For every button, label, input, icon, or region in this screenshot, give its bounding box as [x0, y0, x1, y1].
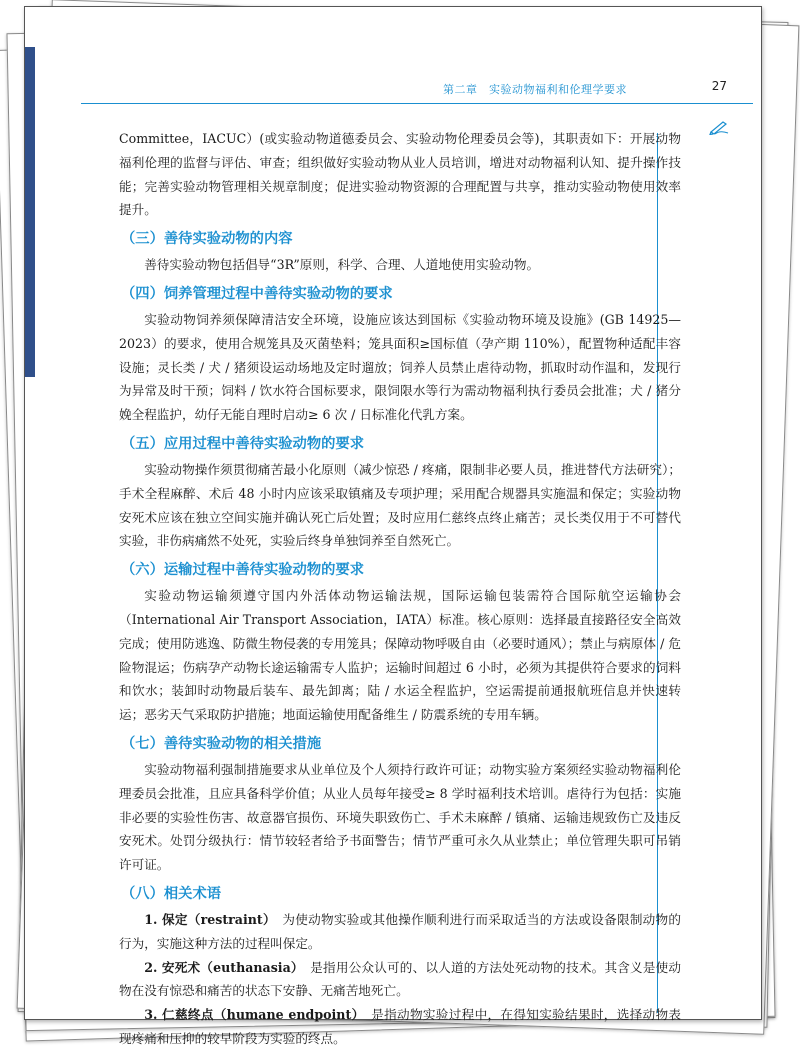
intro-paragraph: Committee，IACUC）(或实验动物道德委员会、实验动物伦理委员会等)，其职责如下：开展动物福利伦理的监督与评估、审查；组织做好实验动物从业人员培训，增进对动物福利认知、提升操作技能；完善实验动物管理相关规章制度；促进实验动物资源的合理配置与共享，推动实验动物使用效率提升。 — [119, 131, 681, 218]
book-page — [24, 6, 762, 1046]
page-spine — [25, 7, 41, 1019]
section-5 — [119, 432, 681, 553]
term-text: 为使动物实验或其他操作顺利进行而采取适当的方法或设备限制动物的行为，实施这种方法的过程叫保定。 — [119, 911, 682, 951]
pen-icon — [709, 119, 729, 135]
running-head: 第二章 实验动物福利和伦理学要求 — [443, 83, 627, 96]
section-4 — [119, 282, 681, 427]
term-text: 是指用公众认可的、以人道的方法处死动物的技术。其含义是使动物在没有惊恐和痛苦的状态下安静、无痛苦地死亡。 — [119, 959, 682, 999]
section-6 — [119, 558, 681, 727]
section-paragraph: 实验动物操作须贯彻痛苦最小化原则（减少惊恐 / 疼痛，限制非必要人员，推进替代方法研究）；手术全程麻醉、术后 48 小时内应该采取镇痛及专项护理；采用配合规器具实施温和保定；实验动物安死术应该在独立空间实施并确认死亡后处置；及时应用仁慈终点终止痛苦；灵长类仅用于不可替代实验，非伤病痛然不处死，实验后终身单独饲养至自然死亡。 — [119, 461, 681, 549]
page-content — [119, 127, 681, 1051]
section-7 — [119, 732, 681, 877]
term-label: 1. 保定（restraint） — [144, 911, 270, 927]
section-heading: （三）善待实验动物的内容 — [121, 231, 293, 248]
section-3 — [119, 227, 681, 277]
term-definition — [119, 956, 681, 1004]
section-heading: （五）应用过程中善待实验动物的要求 — [121, 435, 365, 452]
section-heading: （七）善待实验动物的相关措施 — [121, 735, 322, 752]
section-paragraph: 实验动物饲养须保障清洁安全环境，设施应该达到国标《实验动物环境及设施》(GB 14925—2023）的要求，使用合规笼具及灭菌垫料；笼具面积≥国标值（孕产期 110%），配置物种适配丰容设施；灵长类 / 犬 / 猪须设运动场地及定时遛放；饲养人员禁止虐待动物，抓取时动作温和，发现行为异常及时干预；饲料 / 饮水符合国标要求，限饲限水等行为需动物福利执行委员会批准；犬 / 猪分娩全程监护，幼仔无能自理时启动≥ 6 次 / 日标准化代乳方案。 — [119, 311, 681, 423]
term-text: 是指动物实验过程中，在得知实验结果时，选择动物表现疼痛和压抑的较早阶段为实验的终点。 — [119, 1007, 682, 1046]
term-label: 3. 仁慈终点（humane endpoint） — [144, 1007, 359, 1023]
section-8 — [119, 882, 681, 1051]
section-paragraph: 实验动物福利强制措施要求从业单位及个人须持行政许可证；动物实验方案须经实验动物福利伦理委员会批准，且应具备科学价值；从业人员每年接受≥ 8 学时福利技术培训。虐待行为包括：实施非必要的实验性伤害、故意器官损伤、环境失职致伤亡、手术未麻醉 / 镇痛、运输违规致伤亡及违反安死术。处罚分级执行：情节较轻者给予书面警告；情节严重可永久从业禁止；单位管理失职可吊销许可证。 — [119, 761, 681, 873]
section-paragraph: 实验动物运输须遵守国内外活体动物运输法规，国际运输包装需符合国际航空运输协会（International Air Transport Association，IATA）标准。核心原则：选择最直接路径安全高效完成；使用防逃逸、防微生物侵袭的专用笼具；保障动物呼吸自由（必要时通风）；禁止与病原体 / 危险物混运；伤病孕产动物长途运输需专人监护；运输时间超过 6 小时，必须为其提供符合要求的饲料和饮水；装卸时动物最后装车、最先卸离；陆 / 水运全程监护，空运需提前通报航班信息并快速转运；恶劣天气采取防护措施；地面运输使用配备维生 / 防震系统的专用车辆。 — [119, 588, 681, 723]
term-label: 2. 安死术（euthanasia） — [144, 959, 298, 975]
page-number: 27 — [711, 79, 727, 93]
section-heading: （四）饲养管理过程中善待实验动物的要求 — [121, 285, 393, 302]
term-definition — [119, 908, 681, 956]
section-heading: （八）相关术语 — [121, 885, 222, 902]
section-paragraph: 善待实验动物包括倡导“3R”原则，科学、合理、人道地使用实验动物。 — [144, 257, 540, 273]
section-heading: （六）运输过程中善待实验动物的要求 — [121, 562, 365, 579]
header-rule — [81, 103, 753, 104]
